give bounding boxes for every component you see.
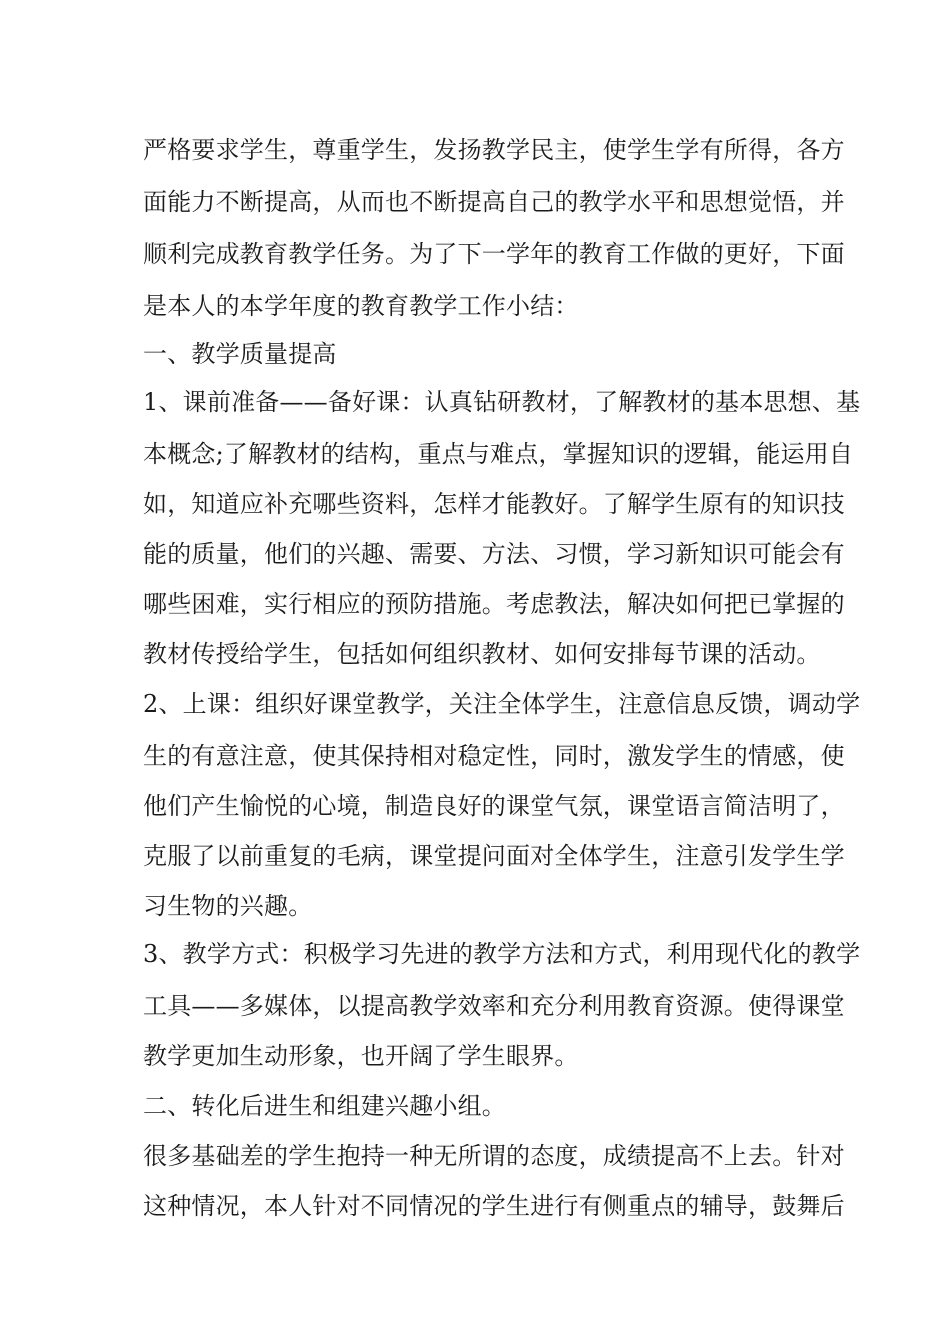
text-line: 能的质量，他们的兴趣、需要、方法、习惯，学习新知识可能会有 (143, 540, 845, 568)
text-line: 这种情况，本人针对不同情况的学生进行有侧重点的辅导，鼓舞后 (143, 1192, 845, 1220)
text-line: 本概念;了解教材的结构，重点与难点，掌握知识的逻辑，能运用自 (143, 440, 854, 468)
text-line: 2、上课：组织好课堂教学，关注全体学生，注意信息反馈，调动学 (143, 690, 861, 718)
text-line: 如，知道应补充哪些资料，怎样才能教好。了解学生原有的知识技 (143, 490, 845, 518)
text-line: 工具——多媒体，以提高教学效率和充分利用教育资源。使得课堂 (143, 992, 845, 1020)
text-line: 3、教学方式：积极学习先进的教学方法和方式，利用现代化的教学 (143, 940, 861, 968)
text-line: 习生物的兴趣。 (143, 892, 313, 920)
text-line: 教材传授给学生，包括如何组织教材、如何安排每节课的活动。 (143, 640, 821, 668)
text-line: 1、课前准备——备好课：认真钻研教材，了解教材的基本思想、基 (143, 388, 861, 416)
text-line: 教学更加生动形象，也开阔了学生眼界。 (143, 1042, 579, 1070)
text-line: 生的有意注意，使其保持相对稳定性，同时，激发学生的情感，使 (143, 742, 845, 770)
text-line: 严格要求学生，尊重学生，发扬教学民主，使学生学有所得，各方 (143, 136, 845, 164)
text-line: 很多基础差的学生抱持一种无所谓的态度，成绩提高不上去。针对 (143, 1142, 845, 1170)
section-heading: 一、教学质量提高 (143, 340, 337, 368)
text-line: 他们产生愉悦的心境，制造良好的课堂气氛，课堂语言简洁明了， (143, 792, 845, 820)
text-line: 顺利完成教育教学任务。为了下一学年的教育工作做的更好，下面 (143, 240, 845, 268)
text-line: 面能力不断提高，从而也不断提高自己的教学水平和思想觉悟，并 (143, 188, 845, 216)
section-heading: 二、转化后进生和组建兴趣小组。 (143, 1092, 506, 1120)
text-line: 克服了以前重复的毛病，课堂提问面对全体学生，注意引发学生学 (143, 842, 845, 870)
text-line: 哪些困难，实行相应的预防措施。考虑教法，解决如何把已掌握的 (143, 590, 845, 618)
text-line: 是本人的本学年度的教育教学工作小结： (143, 292, 579, 320)
